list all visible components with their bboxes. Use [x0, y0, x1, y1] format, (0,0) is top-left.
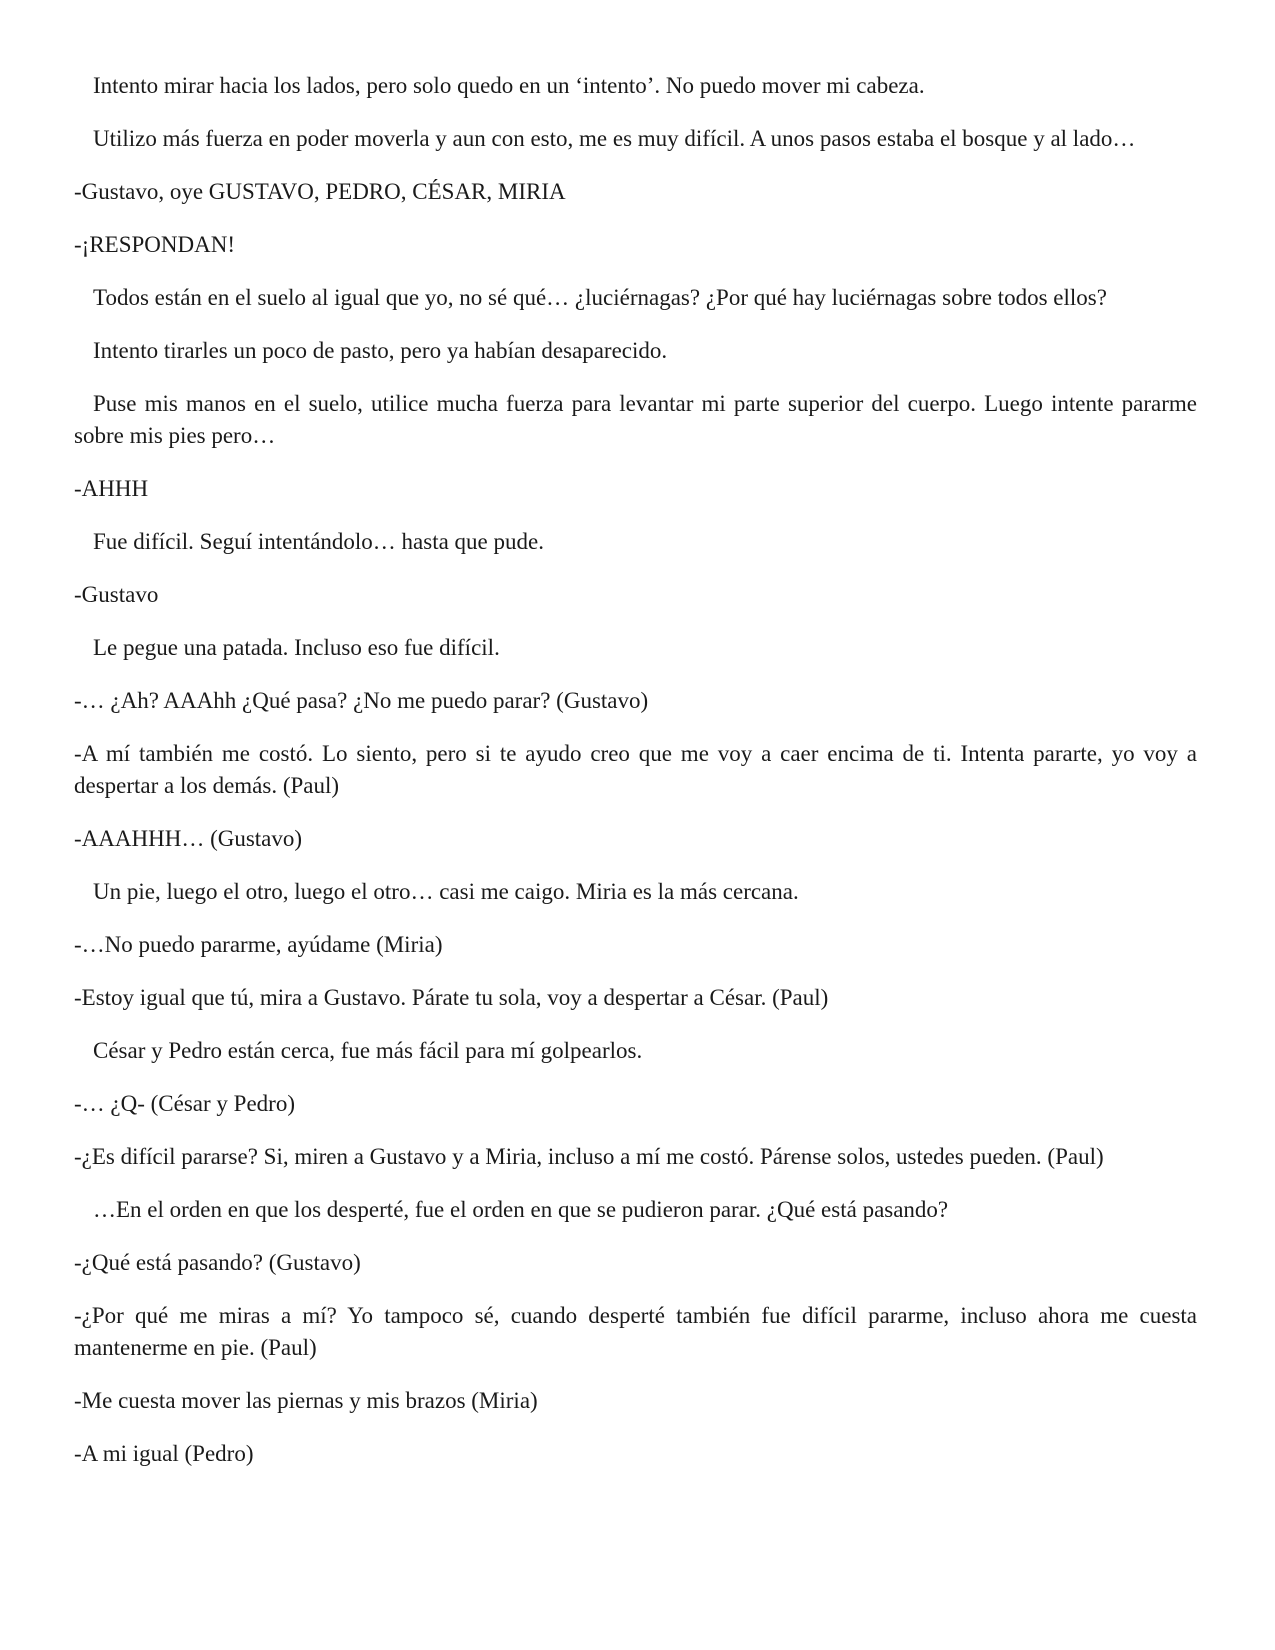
dialogue-line: -AAAHHH… (Gustavo) — [74, 826, 303, 851]
paragraph: Utilizo más fuerza en poder moverla y aun con esto, me es muy difícil. A unos pasos estaba el bosque y al lado… — [93, 126, 1136, 151]
paragraph: Intento tirarles un poco de pasto, pero ya habían desaparecido. — [93, 338, 668, 363]
paragraph: Un pie, luego el otro, luego el otro… casi me caigo. Miria es la más cercana. — [93, 879, 799, 904]
paragraph: Le pegue una patada. Incluso eso fue difícil. — [93, 635, 500, 660]
dialogue-line: -A mí también me costó. Lo siento, pero si te ayudo creo que me voy a caer encima de ti. Intenta pararte, yo voy a despertar a los demás. (Paul) — [74, 741, 1197, 798]
dialogue-line: -Estoy igual que tú, mira a Gustavo. Párate tu sola, voy a despertar a César. (Paul) — [74, 985, 829, 1010]
paragraph: Fue difícil. Seguí intentándolo… hasta que pude. — [93, 529, 544, 554]
dialogue-line: -… ¿Ah? AAAhh ¿Qué pasa? ¿No me puedo parar? (Gustavo) — [74, 688, 649, 713]
dialogue-line: -Gustavo, oye GUSTAVO, PEDRO, CÉSAR, MIRIA — [74, 179, 566, 204]
dialogue-line: -A mi igual (Pedro) — [74, 1441, 254, 1466]
dialogue-line: -¡RESPONDAN! — [74, 232, 235, 257]
dialogue-line: -… ¿Q- (César y Pedro) — [74, 1091, 295, 1116]
document-page — [74, 70, 1197, 1491]
dialogue-line: -AHHH — [74, 476, 149, 501]
dialogue-line: -¿Es difícil pararse? Si, miren a Gustavo y a Miria, incluso a mí me costó. Párense solos, ustedes pueden. (Paul) — [74, 1144, 1104, 1169]
dialogue-line: -Gustavo — [74, 582, 159, 607]
paragraph: Intento mirar hacia los lados, pero solo quedo en un ‘intento’. No puedo mover mi cabeza. — [93, 73, 925, 98]
dialogue-line: -Me cuesta mover las piernas y mis brazos (Miria) — [74, 1388, 538, 1413]
dialogue-line: -¿Qué está pasando? (Gustavo) — [74, 1250, 361, 1275]
dialogue-line: -…No puedo pararme, ayúdame (Miria) — [74, 932, 443, 957]
dialogue-line: -¿Por qué me miras a mí? Yo tampoco sé, cuando desperté también fue difícil pararme, incluso ahora me cuesta mantenerme en pie. (Paul) — [74, 1303, 1197, 1360]
paragraph: Todos están en el suelo al igual que yo, no sé qué… ¿luciérnagas? ¿Por qué hay luciérnagas sobre todos ellos? — [93, 285, 1107, 310]
paragraph: Puse mis manos en el suelo, utilice mucha fuerza para levantar mi parte superior del cuerpo. Luego intente pararme sobre mis pies pero… — [74, 391, 1197, 448]
paragraph: César y Pedro están cerca, fue más fácil para mí golpearlos. — [93, 1038, 643, 1063]
paragraph: …En el orden en que los desperté, fue el orden en que se pudieron parar. ¿Qué está pasando? — [93, 1197, 949, 1222]
